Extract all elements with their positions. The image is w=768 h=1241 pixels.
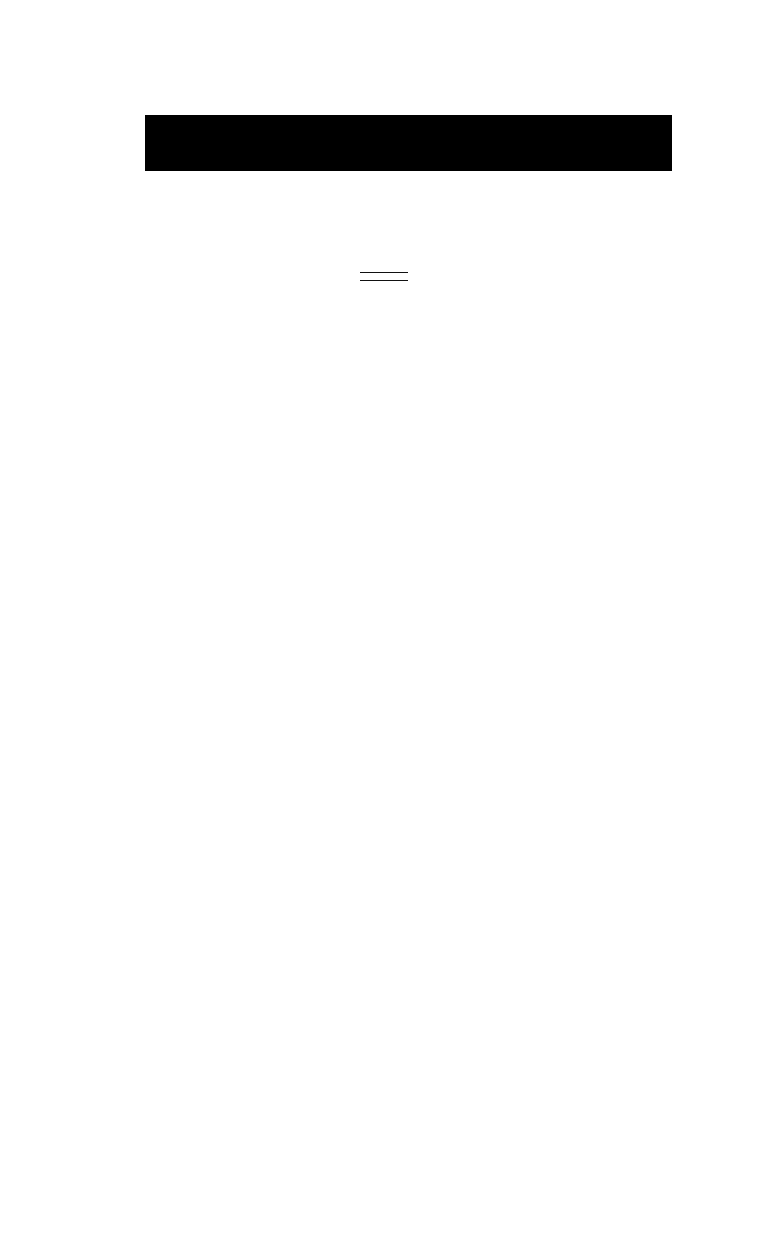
toc-heading (0, 272, 768, 281)
ornament-band (145, 115, 672, 171)
heading-rule-top (360, 272, 408, 273)
heading-rule-bottom (360, 280, 408, 281)
celtic-knot-ornament (143, 103, 674, 183)
